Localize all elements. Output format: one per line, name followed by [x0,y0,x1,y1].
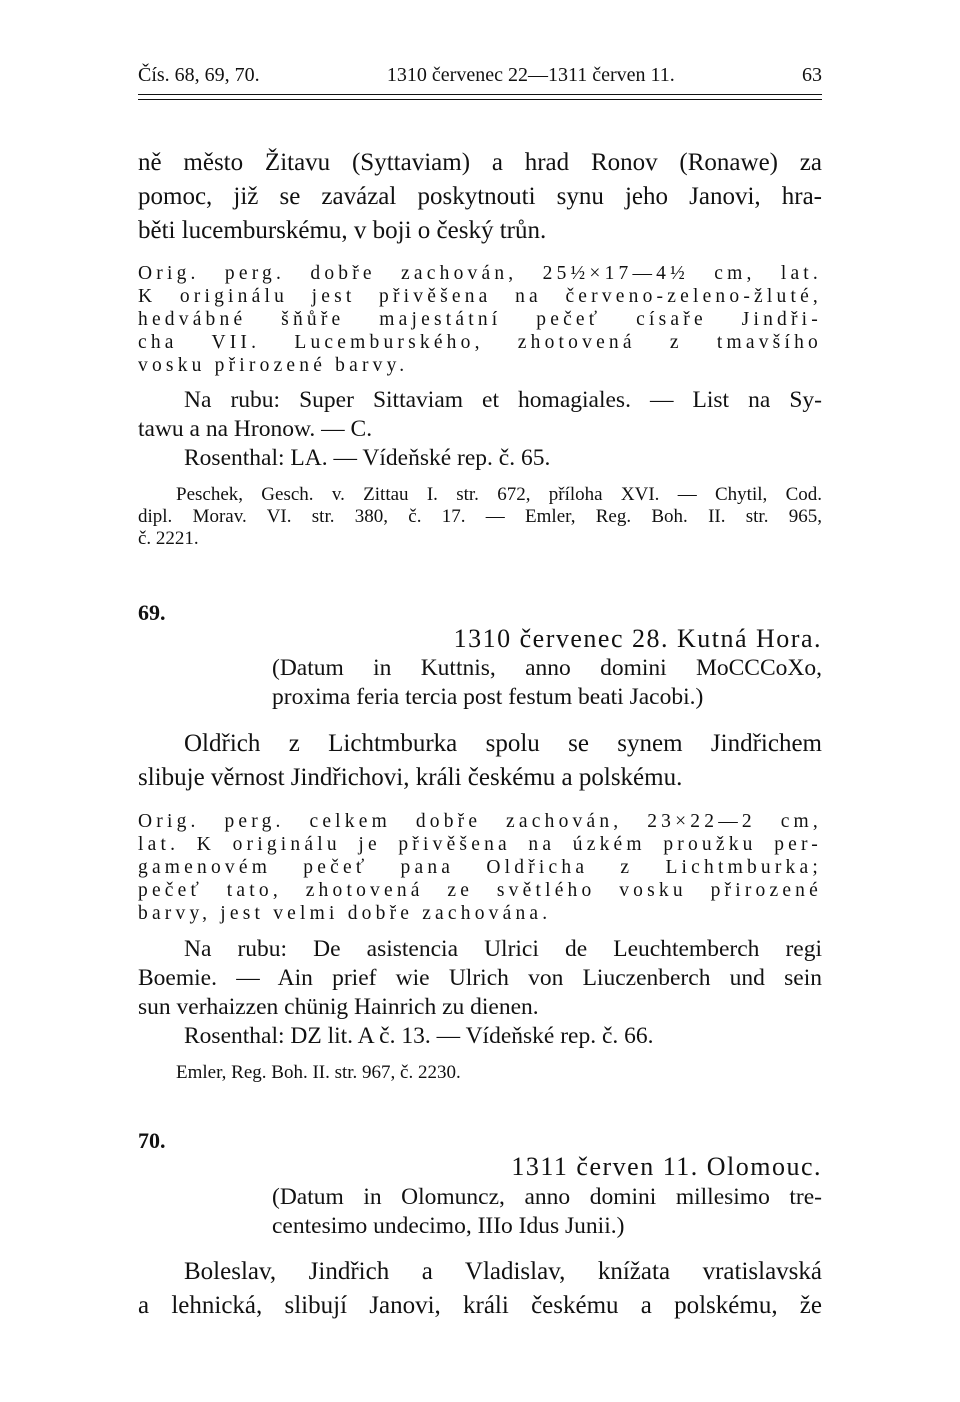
doc70-regest [138,1255,822,1323]
header-document-numbers: Čís. 68, 69, 70. [138,64,260,86]
doc69-dateline: 1310 červenec 28. Kutná Hora. [453,624,822,653]
text-line: barvy, jest velmi dobře zachována. [138,903,552,924]
text-line: Boleslav, Jindřich a Vladislav, knížata vratislavská [184,1258,822,1285]
page-number: 63 [801,64,822,86]
text-line: Peschek, Gesch. v. Zittau I. str. 672, příloha XVI. — Chytil, Cod. [176,484,822,505]
text-line: Na rubu: De asistencia Ulrici de Leuchtemberch regi [184,936,822,962]
rosenthal-reference: Rosenthal: LA. — Vídeňské rep. č. 65. [184,445,551,471]
doc70-number: 70. [138,1128,166,1153]
text-line: (Datum in Kuttnis, anno domini MoCCCoXo, [272,655,822,681]
doc70-datum [272,1183,822,1241]
header-date-range: 1310 červenec 22—1311 červen 11. [386,64,675,86]
text-line: proxima feria tercia post festum beati Jacobi.) [272,684,704,710]
text-line: hedvábné šňůře majestátní pečeť císaře Jindři- [138,309,822,330]
text-line: vosku přirozené barvy. [138,355,409,376]
header-rule-top [138,94,822,95]
text-line: sun verhaizzen chünig Hainrich zu dienen. [138,994,539,1020]
text-line: Emler, Reg. Boh. II. str. 967, č. 2230. [176,1062,461,1083]
text-line: Orig. perg. dobře zachován, 25½×17—4½ cm, lat. [138,263,822,284]
doc68-original-description [138,262,822,377]
doc69-regest [138,727,822,795]
text-line: ně město Žitavu (Syttaviam) a hrad Ronov (Ronawe) za [138,149,822,176]
rosenthal-reference: Rosenthal: DZ lit. A č. 13. — Vídeňské rep. č. 66. [184,1023,654,1049]
text-line: Orig. perg. celkem dobře zachován, 23×22—2 cm, [138,811,822,832]
doc68-literature [138,484,822,550]
text-line: Na rubu: Super Sittaviam et homagiales. — List na Sy- [184,387,822,413]
text-line: lat. K originálu je přivěšena na úzkém proužku per- [138,834,822,855]
text-line: a lehnická, slibují Janovi, králi českému a polskému, že [138,1292,822,1319]
doc69-literature [138,1062,822,1084]
text-line: pečeť tato, zhotovená ze světlého vosku přirozené [138,880,822,901]
text-line: K originálu jest přivěšena na červeno-zeleno-žluté, [138,286,822,307]
doc69-number: 69. [138,600,166,625]
text-line: (Datum in Olomuncz, anno domini millesimo tre- [272,1184,822,1210]
header-rule-bottom [138,99,822,100]
text-line: centesimo undecimo, IIIo Idus Junii.) [272,1213,625,1239]
doc69-original-description [138,810,822,925]
text-line: Boemie. — Ain prief wie Ulrich von Liuczenberch und sein [138,965,822,991]
text-line: tawu a na Hronow. — C. [138,416,373,442]
running-header [138,64,822,86]
text-line: Oldřich z Lichtmburka spolu se synem Jindřichem [184,730,822,757]
text-line: pomoc, již se zavázal poskytnouti synu jeho Janovi, hra- [138,183,822,210]
text-line: č. 2221. [138,528,199,549]
doc68-text [138,146,822,248]
doc68-rubrum [138,386,822,473]
doc69-rubrum [138,935,822,1051]
doc70-dateline: 1311 červen 11. Olomouc. [511,1152,822,1181]
text-line: cha VII. Lucemburského, zhotovená z tmavšího [138,332,822,353]
text-line: běti lucemburskému, v boji o český trůn. [138,217,547,244]
doc69-datum [272,654,822,712]
text-line: slibuje věrnost Jindřichovi, králi českému a polskému. [138,764,683,791]
text-line: dipl. Morav. VI. str. 380, č. 17. — Emler, Reg. Boh. II. str. 965, [138,506,822,527]
text-line: gamenovém pečeť pana Oldřicha z Lichtmburka; [138,857,822,878]
